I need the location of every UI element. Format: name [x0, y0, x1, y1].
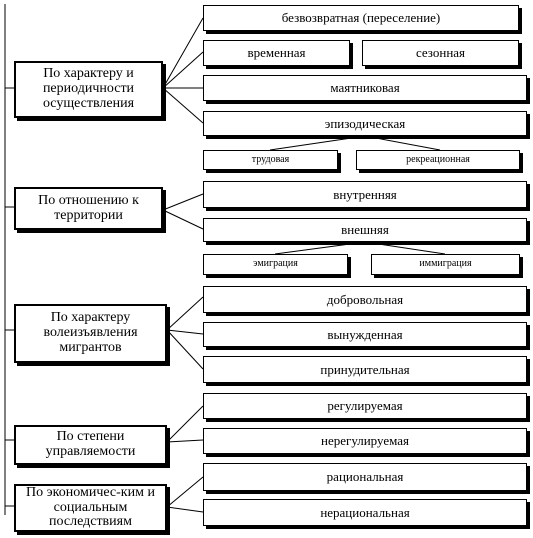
option-regulated: регулируемая — [203, 393, 527, 419]
option-irrational: нерациональная — [203, 499, 527, 526]
option-episodic: эпизодическая — [203, 111, 527, 136]
option-unregulated: нерегулируемая — [203, 428, 527, 454]
option-recreational: рекреационная — [356, 150, 520, 170]
option-labour: трудовая — [203, 150, 338, 170]
option-seasonal: сезонная — [362, 40, 519, 66]
category-character-periodicity: По характеру и периодичности осуществления — [14, 61, 163, 118]
option-rational: рациональная — [203, 463, 527, 491]
option-internal: внутренняя — [203, 181, 527, 208]
option-forced: вынужденная — [203, 322, 527, 347]
option-compulsory: принудительная — [203, 356, 527, 383]
option-pendulum: маятниковая — [203, 75, 527, 101]
option-voluntary: добровольная — [203, 286, 527, 313]
option-immigration: иммиграция — [371, 254, 520, 275]
option-emigration: эмиграция — [203, 254, 348, 275]
option-temporary: временная — [203, 40, 350, 66]
category-manageability: По степени управляемости — [14, 425, 167, 465]
category-socioeconomic-effects: По экономичес-ким и социальным последствиям — [14, 484, 167, 532]
category-territory: По отношению к территории — [14, 187, 163, 230]
category-migrant-will: По характеру волеизъявления мигрантов — [14, 304, 167, 363]
option-external: внешняя — [203, 218, 527, 242]
option-permanent-resettlement: безвозвратная (переселение) — [203, 5, 519, 31]
